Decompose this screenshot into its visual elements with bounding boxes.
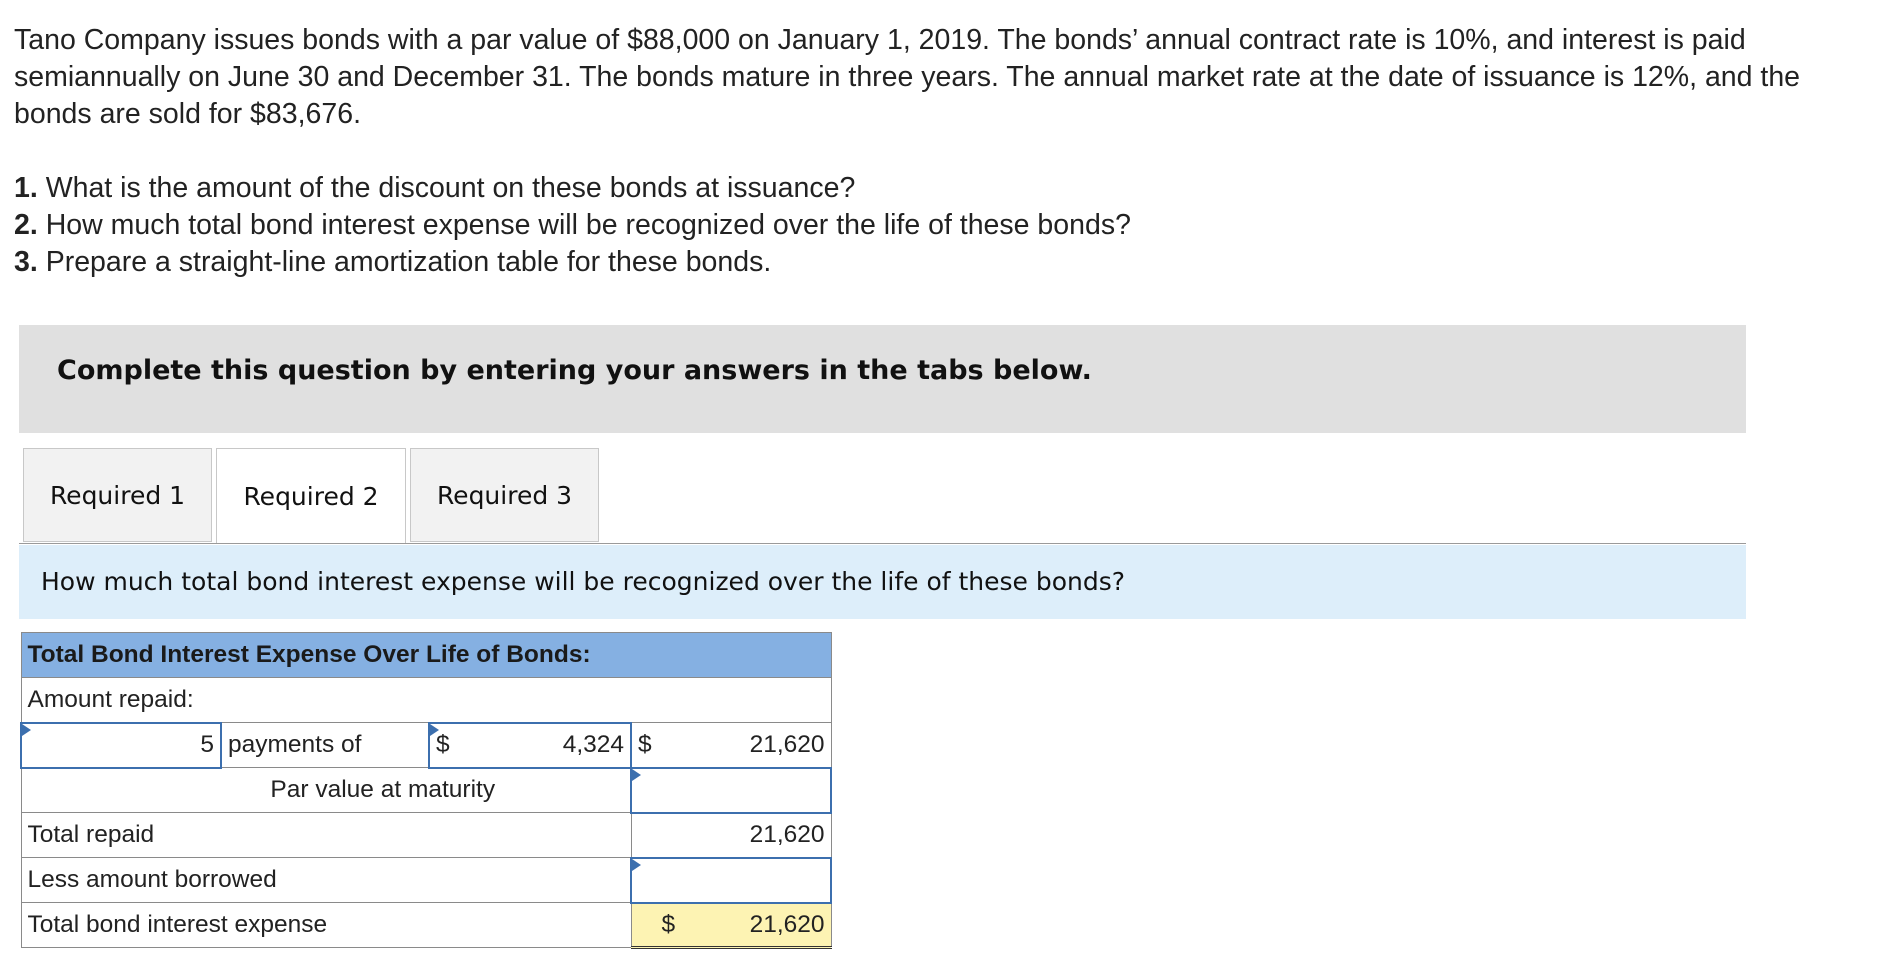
payments-row — [21, 723, 831, 768]
requirement-2: 2. How much total bond interest expense will be recognized over the life of these bonds? — [14, 209, 1131, 241]
instruction-text: Complete this question by entering your answers in the tabs below. — [57, 355, 1092, 386]
tab-required-3[interactable]: Required 3 — [410, 448, 599, 542]
tab-divider — [19, 543, 1746, 544]
tab-required-2[interactable]: Required 2 — [216, 448, 406, 544]
amount-repaid-label: Amount repaid: — [21, 678, 831, 723]
payments-of-label: payments of — [221, 723, 429, 768]
instruction-box — [19, 325, 1746, 433]
amount-repaid-row — [21, 678, 831, 723]
par-value-input[interactable] — [631, 768, 831, 813]
par-value-row — [21, 768, 831, 813]
requirement-3: 3. Prepare a straight-line amortization table for these bonds. — [14, 246, 772, 278]
payment-amount-input[interactable] — [429, 723, 631, 768]
payment-amount-value: 4,324 — [562, 731, 624, 758]
payment-total-cell — [631, 723, 831, 768]
total-interest-value: 21,620 — [749, 910, 825, 938]
requirement-1: 1. What is the amount of the discount on these bonds at issuance? — [14, 172, 856, 204]
question-prompt: How much total bond interest expense will be recognized over the life of these bonds? — [41, 567, 1126, 596]
total-interest-cell — [631, 903, 831, 948]
payments-count-input[interactable]: 5 — [21, 723, 221, 768]
problem-text: Tano Company issues bonds with a par value of $88,000 on January 1, 2019. The bonds’ annual contract rate is 10%, and interest is paid semiannually on June 30 and December 31. The bonds mature in three years. The annual market rate at the date of issuance is 12%, and the bonds are sold for $83,676. — [14, 24, 1801, 130]
total-repaid-label: Total repaid — [21, 813, 631, 858]
total-interest-label: Total bond interest expense — [21, 903, 631, 948]
dollar-sign: $ — [661, 910, 676, 938]
table-header: Total Bond Interest Expense Over Life of Bonds: — [21, 633, 831, 678]
dollar-sign: $ — [638, 730, 652, 758]
dollar-sign: $ — [436, 731, 450, 758]
less-borrowed-label: Less amount borrowed — [21, 858, 631, 903]
requirements-list — [14, 170, 1131, 281]
total-interest-row — [21, 903, 831, 948]
interest-expense-table — [20, 632, 832, 949]
question-prompt-bar — [19, 545, 1746, 619]
table-header-row — [21, 633, 831, 678]
par-value-label: Par value at maturity — [21, 768, 631, 813]
total-repaid-row — [21, 813, 831, 858]
total-repaid-value: 21,620 — [631, 813, 831, 858]
tab-required-1[interactable]: Required 1 — [23, 448, 212, 542]
amount-borrowed-input[interactable] — [631, 858, 831, 903]
less-borrowed-row — [21, 858, 831, 903]
payment-total-value: 21,620 — [749, 730, 825, 758]
